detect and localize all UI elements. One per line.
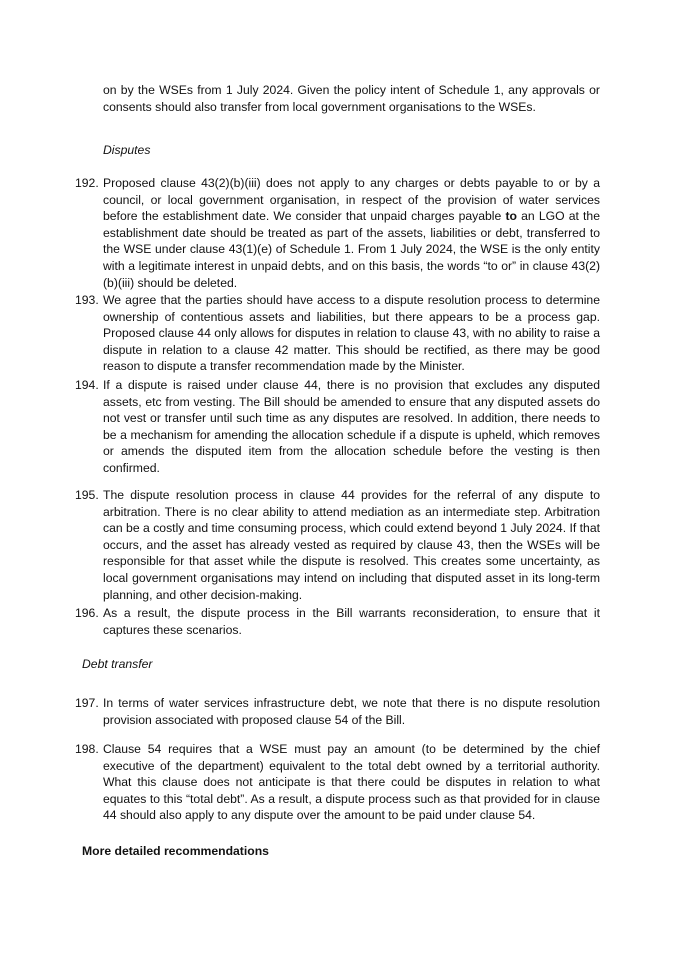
paragraph-192 [103, 175, 600, 291]
paragraph-196: As a result, the dispute process in the Bill warrants reconsideration, to ensure that it captures these scenarios. [103, 606, 600, 637]
paragraph-number: 194. [75, 378, 99, 392]
paragraph-number: 197. [75, 696, 99, 710]
section-heading-disputes: Disputes [103, 143, 151, 157]
paragraph-193: We agree that the parties should have access to a dispute resolution process to determine ownership of contentious assets and liabilities, but there appears to be a process gap. Proposed clause 44 only allows for disputes in relation to clause 43, with no ability to raise a dispute in relation to a clause 42 matter. This should be rectified, as there may be good reason to dispute a transfer recommendation made by the Minister. [103, 293, 600, 374]
paragraph-192-bold: to [505, 209, 517, 224]
paragraph-197: In terms of water services infrastructure debt, we note that there is no dispute resolution provision associated with proposed clause 54 of the Bill. [103, 696, 600, 727]
paragraph-number: 192. [75, 176, 99, 190]
paragraph-number: 198. [75, 742, 99, 756]
section-heading-more-detailed: More detailed recommendations [82, 844, 269, 858]
paragraph-194: If a dispute is raised under clause 44, there is no provision that excludes any disputed assets, etc from vesting. The Bill should be amended to ensure that any disputed assets do not vest or transfer until such time as any disputes are resolved. In addition, there needs to be a mechanism for amending the allocation schedule if a dispute is upheld, which removes or amends the disputed item from the allocation schedule before the vesting is then confirmed. [103, 378, 600, 475]
paragraph-number: 196. [75, 606, 99, 620]
paragraph-192-text-a: Proposed clause 43(2)(b)(iii) does not apply to any charges or debts payable to or by a council, or local government organisation, in respect of the provision of water services before the establishment date. We consider that unpaid charges payable [103, 176, 600, 224]
paragraph-198: Clause 54 requires that a WSE must pay an amount (to be determined by the chief executive of the department) equivalent to the total debt owned by a territorial authority. What this clause does not anticipate is that there could be disputes in relation to what equates to this “total debt”. As a result, a dispute process such as that provided for in clause 44 should also apply to any dispute over the amount to be paid under clause 54. [103, 742, 600, 823]
paragraph-number: 193. [75, 293, 99, 307]
paragraph-195: The dispute resolution process in clause 44 provides for the referral of any dispute to arbitration. There is no clear ability to attend mediation as an intermediate step. Arbitration can be a costly and time consuming process, which could extend beyond 1 July 2024. If that occurs, and the asset has already vested as required by clause 43, then the WSEs will be responsible for that asset while the dispute is resolved. This creates some uncertainty, as local government organisations may intend on including that disputed asset in its long-term planning, and other decision-making. [103, 488, 600, 602]
paragraph-number: 195. [75, 488, 99, 502]
section-heading-debt-transfer: Debt transfer [82, 657, 153, 671]
intro-paragraph: on by the WSEs from 1 July 2024. Given the policy intent of Schedule 1, any approvals or consents should also transfer from local government organisations to the WSEs. [103, 83, 600, 114]
paragraph-192-text-b: an LGO at the establishment date should be treated as part of the assets, liabilities or debt, transferred to the WSE under clause 43(1)(e) of Schedule 1. From 1 July 2024, the WSE is the only entity with a legitimate interest in unpaid debts, and on this basis, the words “to or” in clause 43(2)(b)(iii) should be deleted. [103, 209, 600, 290]
